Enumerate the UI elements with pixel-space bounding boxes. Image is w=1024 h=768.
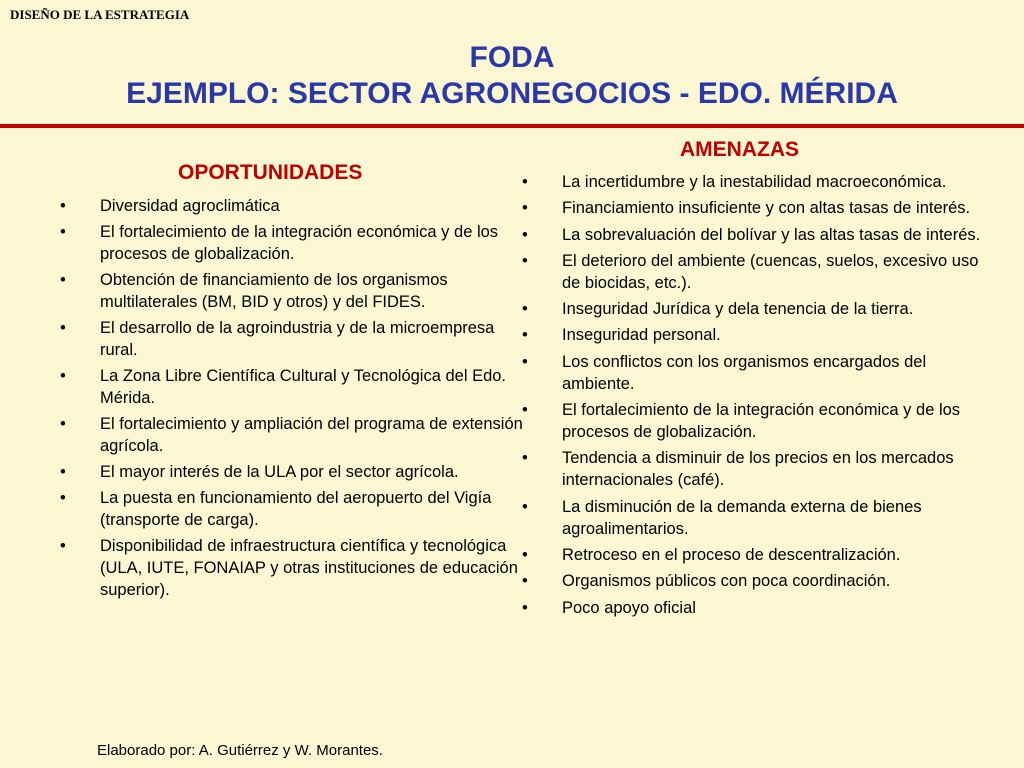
- list-item: [60, 195, 530, 217]
- list-item-text: La incertidumbre y la inestabilidad macroeconómica.: [562, 173, 947, 191]
- list-item: [522, 447, 982, 491]
- list-item: [522, 171, 982, 193]
- bullet-icon: •: [60, 415, 66, 433]
- bullet-icon: •: [60, 319, 66, 337]
- list-item: [522, 597, 982, 619]
- list-item: [522, 224, 982, 246]
- bullet-icon: •: [522, 572, 528, 591]
- bullet-icon: •: [60, 463, 66, 481]
- list-item-text: El deterioro del ambiente (cuencas, suelos, excesivo uso de biocidas, etc.).: [562, 251, 979, 292]
- list-item-text: El fortalecimiento de la integración económica y de los procesos de globalización.: [562, 401, 961, 442]
- bullet-icon: •: [60, 489, 66, 507]
- list-item-text: El desarrollo de la agroindustria y de la microempresa rural.: [100, 319, 495, 359]
- list-item: [60, 365, 530, 409]
- bullet-icon: •: [522, 326, 528, 345]
- list-item: [522, 298, 982, 320]
- bullet-icon: •: [60, 537, 66, 555]
- list-item: [522, 324, 982, 346]
- section-header: DISEÑO DE LA ESTRATEGIA: [10, 7, 190, 22]
- list-item: [522, 544, 982, 566]
- list-item-text: La sobrevaluación del bolívar y las altas tasas de interés.: [562, 225, 981, 244]
- bullet-icon: •: [522, 497, 528, 516]
- title-line-2: EJEMPLO: SECTOR AGRONEGOCIOS - EDO. MÉRIDA: [126, 77, 898, 110]
- list-item: [60, 461, 530, 483]
- list-item-text: El fortalecimiento y ampliación del programa de extensión agrícola.: [100, 415, 523, 455]
- bullet-icon: •: [522, 251, 528, 270]
- list-item: [60, 269, 530, 313]
- list-item: [60, 221, 530, 265]
- bullet-icon: •: [522, 199, 528, 218]
- oportunidades-list: [60, 195, 530, 605]
- bullet-icon: •: [522, 401, 528, 420]
- list-item-text: Organismos públicos con poca coordinación.: [562, 572, 891, 591]
- bullet-icon: •: [522, 173, 528, 191]
- bullet-icon: •: [522, 449, 528, 468]
- list-item-text: Inseguridad personal.: [562, 326, 721, 345]
- list-item-text: Tendencia a disminuir de los precios en los mercados internacionales (café).: [562, 449, 954, 490]
- bullet-icon: •: [60, 197, 66, 215]
- list-item-text: La disminución de la demanda externa de bienes agroalimentarios.: [562, 497, 922, 538]
- slide-title: [0, 40, 1024, 112]
- title-line-1: FODA: [469, 41, 555, 74]
- bullet-icon: •: [522, 545, 528, 564]
- amenazas-heading: AMENAZAS: [680, 138, 799, 161]
- bullet-icon: •: [522, 300, 528, 319]
- title-divider: [0, 124, 1024, 128]
- list-item: [60, 535, 530, 601]
- list-item: [60, 487, 530, 531]
- bullet-icon: •: [60, 271, 66, 289]
- list-item-text: Poco apoyo oficial: [562, 598, 696, 617]
- list-item: [522, 250, 982, 294]
- footer-credit: Elaborado por: A. Gutiérrez y W. Morantes.: [97, 742, 383, 759]
- list-item: [522, 570, 982, 592]
- list-item: [60, 317, 530, 361]
- bullet-icon: •: [522, 352, 528, 371]
- list-item: [522, 399, 982, 443]
- list-item-text: Los conflictos con los organismos encargados del ambiente.: [562, 352, 927, 393]
- list-item: [522, 197, 982, 219]
- bullet-icon: •: [60, 367, 66, 385]
- list-item-text: Disponibilidad de infraestructura científica y tecnológica (ULA, IUTE, FONAIAP y otras instituciones de educación superior).: [100, 537, 518, 599]
- list-item-text: El mayor interés de la ULA por el sector agrícola.: [100, 463, 459, 481]
- list-item-text: Diversidad agroclimática: [100, 197, 280, 215]
- bullet-icon: •: [60, 223, 66, 241]
- list-item-text: La Zona Libre Científica Cultural y Tecnológica del Edo. Mérida.: [100, 367, 507, 407]
- list-item-text: Financiamiento insuficiente y con altas tasas de interés.: [562, 199, 971, 218]
- bullet-icon: •: [522, 598, 528, 617]
- list-item: [522, 351, 982, 395]
- list-item-text: Obtención de financiamiento de los organismos multilaterales (BM, BID y otros) y del FIDES.: [100, 271, 448, 311]
- oportunidades-heading: OPORTUNIDADES: [178, 161, 363, 184]
- list-item-text: El fortalecimiento de la integración económica y de los procesos de globalización.: [100, 223, 499, 263]
- bullet-icon: •: [522, 225, 528, 244]
- list-item: [522, 496, 982, 540]
- list-item: [60, 413, 530, 457]
- list-item-text: La puesta en funcionamiento del aeropuerto del Vigía (transporte de carga).: [100, 489, 492, 529]
- list-item-text: Inseguridad Jurídica y dela tenencia de la tierra.: [562, 300, 914, 319]
- amenazas-list: [522, 171, 982, 623]
- list-item-text: Retroceso en el proceso de descentralización.: [562, 545, 901, 564]
